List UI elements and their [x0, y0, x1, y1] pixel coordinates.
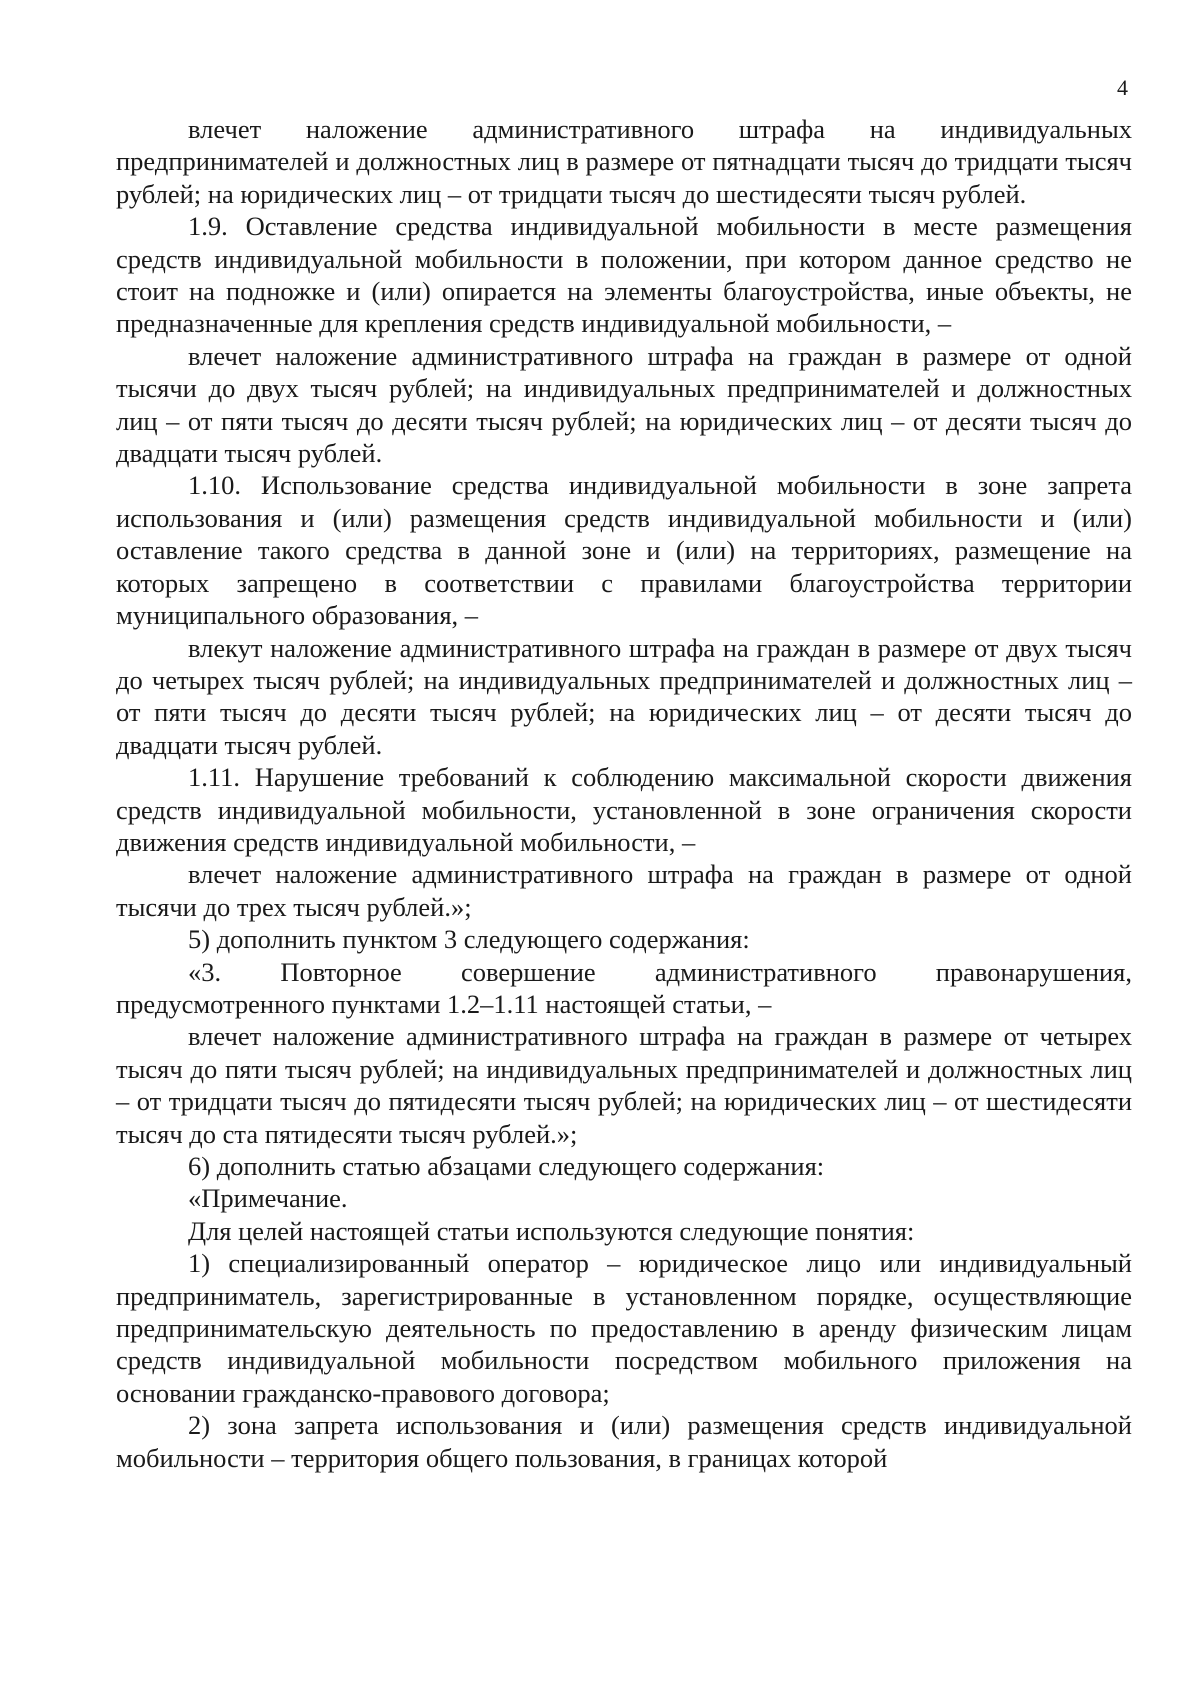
paragraph-point-3-penalty: влечет наложение административного штрафа на граждан в размере от четырех тысяч до пяти тысяч рублей; на индивидуальных предпринимателей и должностных лиц – от тридцати тысяч до пятидесяти тысяч рублей; на юридических лиц – от шестидесяти тысяч до ста пятидесяти тысяч рублей.»; — [116, 1021, 1132, 1149]
paragraph-penalty-entrepreneurs: влечет наложение административного штрафа на индивидуальных предпринимателей и должностных лиц в размере от пятнадцати тысяч до тридцати тысяч рублей; на юридических лиц – от тридцати тысяч до шестидесяти тысяч рублей. — [116, 114, 1132, 209]
paragraph-definition-1: 1) специализированный оператор – юридическое лицо или индивидуальный предприниматель, зарегистрированные в установленном порядке, осуществляющие предпринимательскую деятельность по предоставлению в аренду физическим лицам средств индивидуальной мобильности посредством мобильного приложения на основании гражданско-правового договора; — [116, 1248, 1132, 1408]
paragraph-item-6: 6) дополнить статью абзацами следующего содержания: — [188, 1151, 825, 1181]
page-number: 4 — [1117, 75, 1128, 100]
paragraph-1-10: 1.10. Использование средства индивидуальной мобильности в зоне запрета использования и (или) размещения средств индивидуальной мобильности и (или) оставление такого средства в данной зоне и (или) на территориях, размещение на которых запрещено в соответствии с правилами благоустройства территории муниципального образования, – — [116, 470, 1132, 631]
paragraph-1-9: 1.9. Оставление средства индивидуальной мобильности в месте размещения средств индивидуальной мобильности в положении, при котором данное средство не стоит на подножке и (или) опирается на элементы благоустройства, иные объекты, не предназначенные для крепления средств индивидуальной мобильности, – — [116, 211, 1132, 339]
paragraph-definitions-intro: Для целей настоящей статьи используются следующие понятия: — [188, 1215, 915, 1246]
paragraph-note-heading: «Примечание. — [188, 1183, 348, 1214]
paragraph-1-10-penalty: влекут наложение административного штрафа на граждан в размере от двух тысяч до четырех тысяч рублей; на индивидуальных предпринимателей и должностных лиц – от пяти тысяч до десяти тысяч рублей; на юридических лиц – от десяти тысяч до двадцати тысяч рублей. — [116, 632, 1132, 760]
paragraph-definition-2: 2) зона запрета использования и (или) размещения средств индивидуальной мобильности – территория общего пользования, в границах которой — [116, 1410, 1132, 1473]
paragraph-1-11-penalty: влечет наложение административного штрафа на граждан в размере от одной тысячи до трех тысяч рублей.»; — [116, 859, 1132, 922]
paragraph-point-3: «3. Повторное совершение административного правонарушения, предусмотренного пунктами 1.2–1.11 настоящей статьи, – — [116, 956, 1132, 1019]
paragraph-item-5: 5) дополнить пунктом 3 следующего содержания: — [188, 924, 750, 955]
paragraph-1-9-penalty: влечет наложение административного штрафа на граждан в размере от одной тысячи до двух тысяч рублей; на индивидуальных предпринимателей и должностных лиц – от пяти тысяч до десяти тысяч рублей; на юридических лиц – от десяти тысяч до двадцати тысяч рублей. — [116, 340, 1132, 469]
document-body — [116, 113, 1132, 1474]
paragraph-1-11: 1.11. Нарушение требований к соблюдению максимальной скорости движения средств индивидуальной мобильности, установленной в зоне ограничения скорости движения средств индивидуальной мобильности, – — [116, 762, 1132, 857]
